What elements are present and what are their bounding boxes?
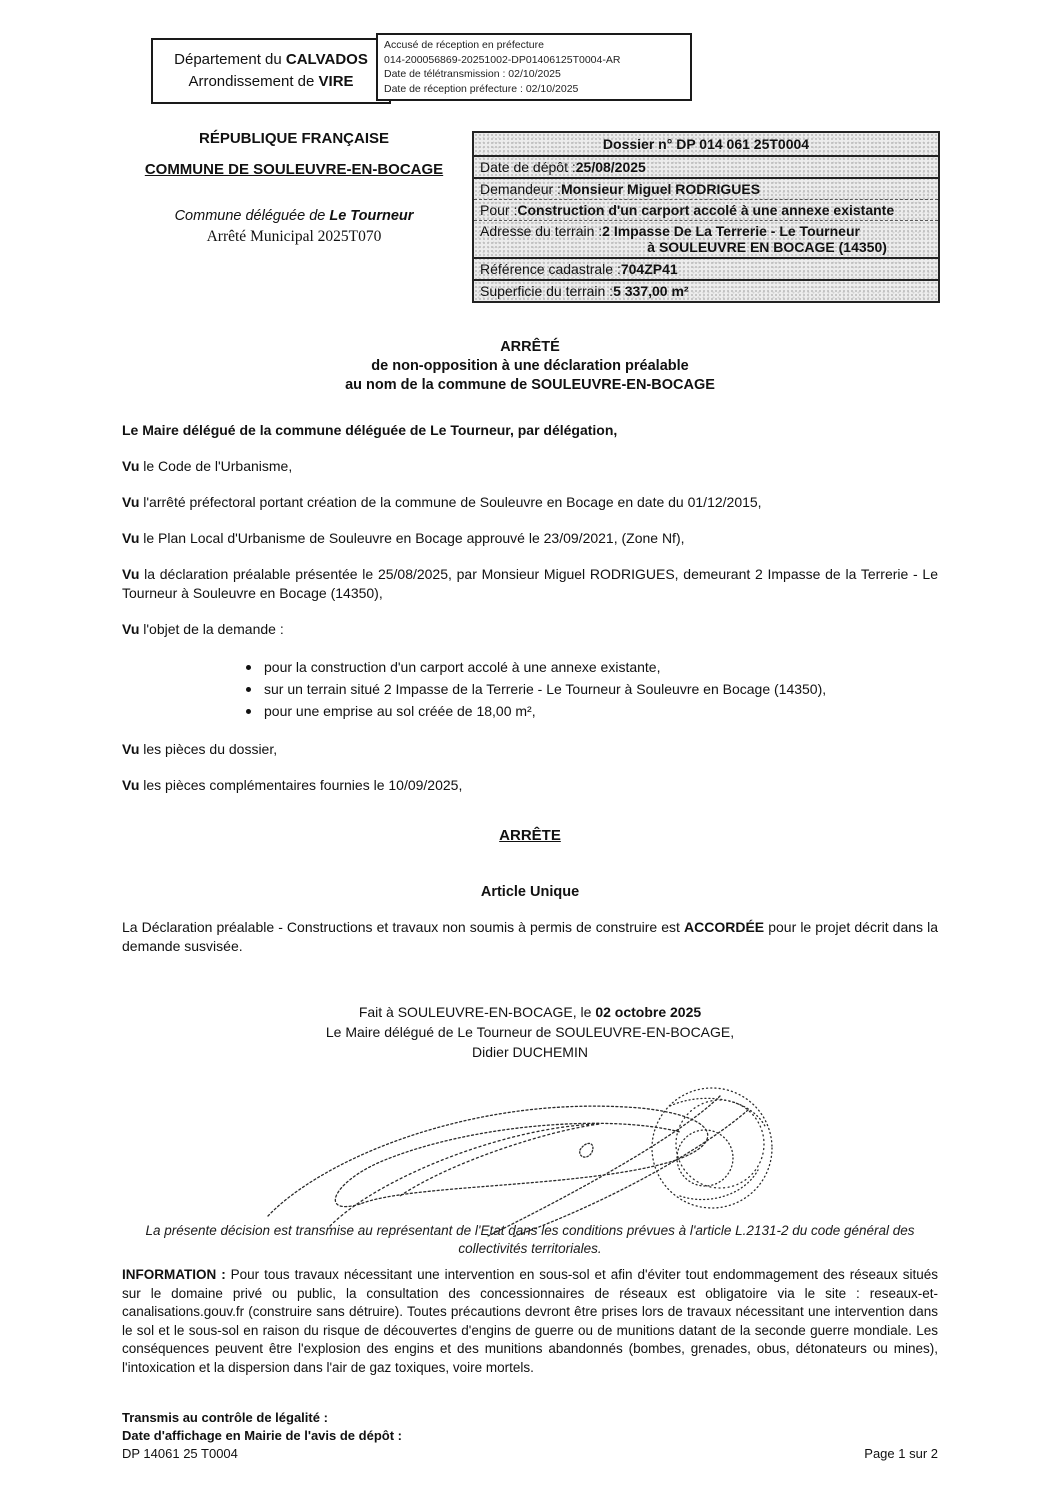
republique-title: RÉPUBLIQUE FRANÇAISE <box>198 130 389 147</box>
arrete-municipal-number: Arrêté Municipal 2025T070 <box>206 228 382 245</box>
paragraph-vu-pieces: Vu les pièces du dossier, <box>122 741 278 757</box>
paragraph-vu-code: Vu le Code de l'Urbanisme, <box>122 458 293 474</box>
bullet-item: pour une emprise au sol créée de 18,00 m², <box>242 700 938 722</box>
accuse-line-2: 014-200056869-20251002-DP01406125T0004-AR <box>384 53 621 66</box>
accuse-line-4: Date de réception préfecture : 02/10/2025 <box>384 83 579 96</box>
commune-deleguee-line: Commune déléguée de Le Tourneur <box>174 208 414 224</box>
footer-transmis-line: Transmis au contrôle de légalité : <box>122 1410 328 1425</box>
paragraph-vu-pieces-compl: Vu les pièces complémentaires fournies le 10/09/2025, <box>122 777 463 793</box>
table-row: Pour : Construction d'un carport accolé à une annexe existante <box>474 200 938 221</box>
paragraph-vu-plu: Vu le Plan Local d'Urbanisme de Souleuvre en Bocage approuvé le 23/09/2021, (Zone Nf), <box>122 530 685 546</box>
table-row: Référence cadastrale : 704ZP41 <box>474 259 938 281</box>
page-number: Page 1 sur 2 <box>864 1446 938 1461</box>
document-body <box>122 338 938 1463</box>
department-box <box>151 38 391 104</box>
dossier-number-row: Dossier n° DP 014 061 25T0004 <box>474 133 938 157</box>
arrete-section-title: ARRÊTE <box>499 827 561 844</box>
bullet-item: pour la construction d'un carport accolé à une annexe existante, <box>242 656 938 678</box>
signatory-name: Didier DUCHEMIN <box>472 1044 588 1060</box>
footer-dossier-ref: DP 14061 25 T0004 <box>122 1446 238 1461</box>
transmission-note: La présente décision est transmise au représentant de l'Etat dans les conditions prévues à l'article L.2131-2 du code général des collectivités territoriales. <box>145 1223 915 1256</box>
article-unique-title: Article Unique <box>480 884 580 900</box>
accuse-line-3: Date de télétransmission : 02/10/2025 <box>384 68 561 81</box>
signature-scribble-icon <box>250 1066 820 1238</box>
table-row: Demandeur : Monsieur Miguel RODRIGUES <box>474 179 938 200</box>
paragraph-vu-prefectoral: Vu l'arrêté préfectoral portant création de la commune de Souleuvre en Bocage en date du 01/12/2015, <box>122 494 762 510</box>
commune-title: COMMUNE DE SOULEUVRE-EN-BOCAGE <box>144 161 444 178</box>
footer-block <box>122 1409 938 1463</box>
title-block <box>118 130 470 246</box>
accuse-reception-box <box>376 33 692 101</box>
objet-bullet-list <box>122 656 938 722</box>
table-row: Date de dépôt : 25/08/2025 <box>474 157 938 179</box>
signature-text-block <box>122 1002 938 1062</box>
dossier-table <box>472 131 940 303</box>
table-row: Superficie du terrain : 5 337,00 m² <box>480 283 689 299</box>
arrondissement-line: Arrondissement de VIRE <box>188 73 354 90</box>
footer-affichage-line: Date d'affichage en Mairie de l'avis de dépôt : <box>122 1428 402 1443</box>
bullet-item: sur un terrain situé 2 Impasse de la Terrerie - Le Tourneur à Souleuvre en Bocage (14350), <box>242 678 938 700</box>
paragraph-accordee: La Déclaration préalable - Constructions et travaux non soumis à permis de construire est ACCORDÉE pour le projet décrit dans la demande susvisée. <box>122 919 939 954</box>
accuse-line-1: Accusé de réception en préfecture <box>384 39 544 51</box>
paragraph-vu-declaration: Vu la déclaration préalable présentée le 25/08/2025, par Monsieur Miguel RODRIGUES, demeurant 2 Impasse de la Terrerie - Le Tourneur à Souleuvre en Bocage (14350), <box>122 566 938 601</box>
arrete-heading: ARRÊTÉ de non-opposition à une déclaration préalable au nom de la commune de SOULEUVRE-EN-BOCAGE <box>345 339 715 393</box>
handwritten-signature <box>250 1066 820 1238</box>
department-line: Département du CALVADOS <box>174 50 368 68</box>
paragraph-maire: Le Maire délégué de la commune déléguée de Le Tourneur, par délégation, <box>122 422 618 438</box>
fait-line: Fait à SOULEUVRE-EN-BOCAGE, le 02 octobre 2025 <box>358 1004 702 1020</box>
table-row: Adresse du terrain : 2 Impasse De La Terrerie - Le Tourneur à SOULEUVRE EN BOCAGE (14350) <box>474 221 938 259</box>
paragraph-vu-objet: Vu l'objet de la demande : <box>122 621 284 637</box>
maire-line: Le Maire délégué de Le Tourneur de SOULEUVRE-EN-BOCAGE, <box>325 1024 735 1040</box>
information-paragraph: INFORMATION : Pour tous travaux nécessitant une intervention en sous-sol et afin d'éviter tout endommagement des réseaux situés sur le domaine privé ou public, la consultation des concessionnaires de réseaux est obligatoire via le site : reseaux-et-canalisations.gouv.fr (construire sans détruire). Toutes précautions devront être prises lors de travaux nécessitant une intervention dans le sol et le sous-sol en raison du risque de découvertes d'engins de guerre ou de munitions datant de la seconde guerre mondiale. Les conséquences peuvent être l'explosion des engins et des munitions abandonnés (bombes, grenades, obus, détonateurs ou mines), l'intoxication et la dispersion dans l'air de gaz toxiques, voire mortels. <box>122 1267 938 1375</box>
